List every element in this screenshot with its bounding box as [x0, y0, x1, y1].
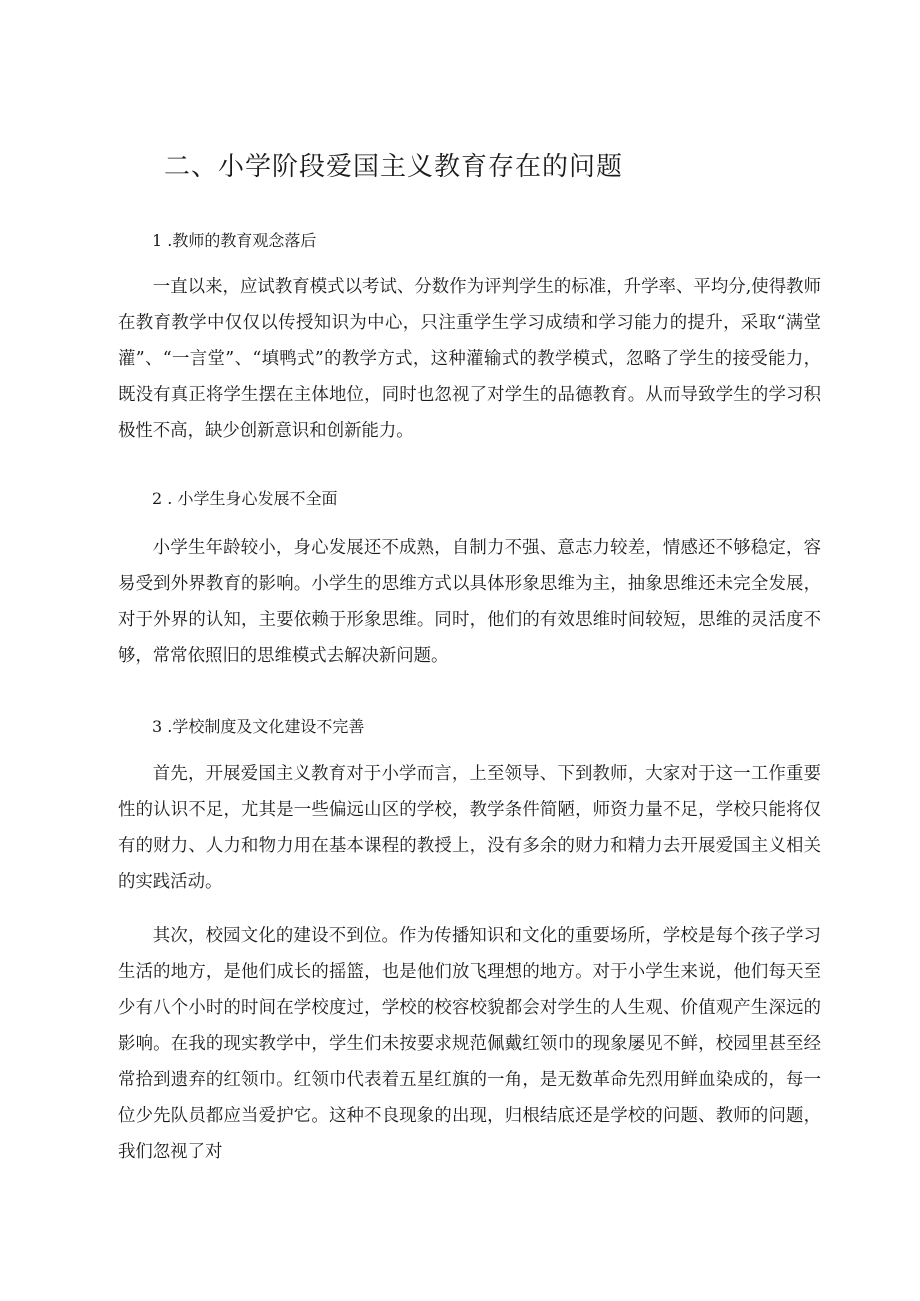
subheading-2: 2 . 小学生身心发展不全面	[152, 489, 338, 508]
section-title: 二、小学阶段爱国主义教育存在的问题	[164, 152, 624, 182]
subheading-1: 1 .教师的教育观念落后	[152, 231, 317, 250]
paragraph-1: 一直以来，应试教育模式以考试、分数作为评判学生的标准，升学率、平均分,使得教师在教育教学中仅仅以传授知识为中心，只注重学生学习成绩和学习能力的提升，采取“满堂灌”、“一言堂”、“填鸭式”的教学方式，这种灌输式的教学模式，忽略了学生的接受能力，既没有真正将学生摆在主体地位，同时也忽视了对学生的品德教育。从而导致学生的学习积极性不高，缺少创新意识和创新能力。	[118, 277, 821, 441]
paragraph-2: 小学生年龄较小，身心发展还不成熟，自制力不强、意志力较差，情感还不够稳定，容易受到外界教育的影响。小学生的思维方式以具体形象思维为主，抽象思维还未完全发展，对于外界的认知，主要依赖于形象思维。同时，他们的有效思维时间较短，思维的灵活度不够，常常依照旧的思维模式去解决新问题。	[118, 538, 821, 666]
paragraph-4: 其次，校园文化的建设不到位。作为传播知识和文化的重要场所，学校是每个孩子学习生活的地方，是他们成长的摇篮，也是他们放飞理想的地方。对于小学生来说，他们每天至少有八个小时的时间在学校度过，学校的校容校貌都会对学生的人生观、价值观产生深远的影响。在我的现实教学中，学生们未按要求规范佩戴红领巾的现象屡见不鲜，校园里甚至经常拾到遗弃的红领巾。红领巾代表着五星红旗的一角，是无数革命先烈用鲜血染成的，每一位少先队员都应当爱护它。这种不良现象的出现，归根结底还是学校的问题、教师的问题，我们忽视了对	[118, 926, 821, 1162]
paragraph-3: 首先，开展爱国主义教育对于小学而言，上至领导、下到教师，大家对于这一工作重要性的认识不足，尤其是一些偏远山区的学校，教学条件简陋，师资力量不足，学校只能将仅有的财力、人力和物力用在基本课程的教授上，没有多余的财力和精力去开展爱国主义相关的实践活动。	[118, 764, 821, 892]
subheading-3: 3 .学校制度及文化建设不完善	[152, 717, 365, 736]
